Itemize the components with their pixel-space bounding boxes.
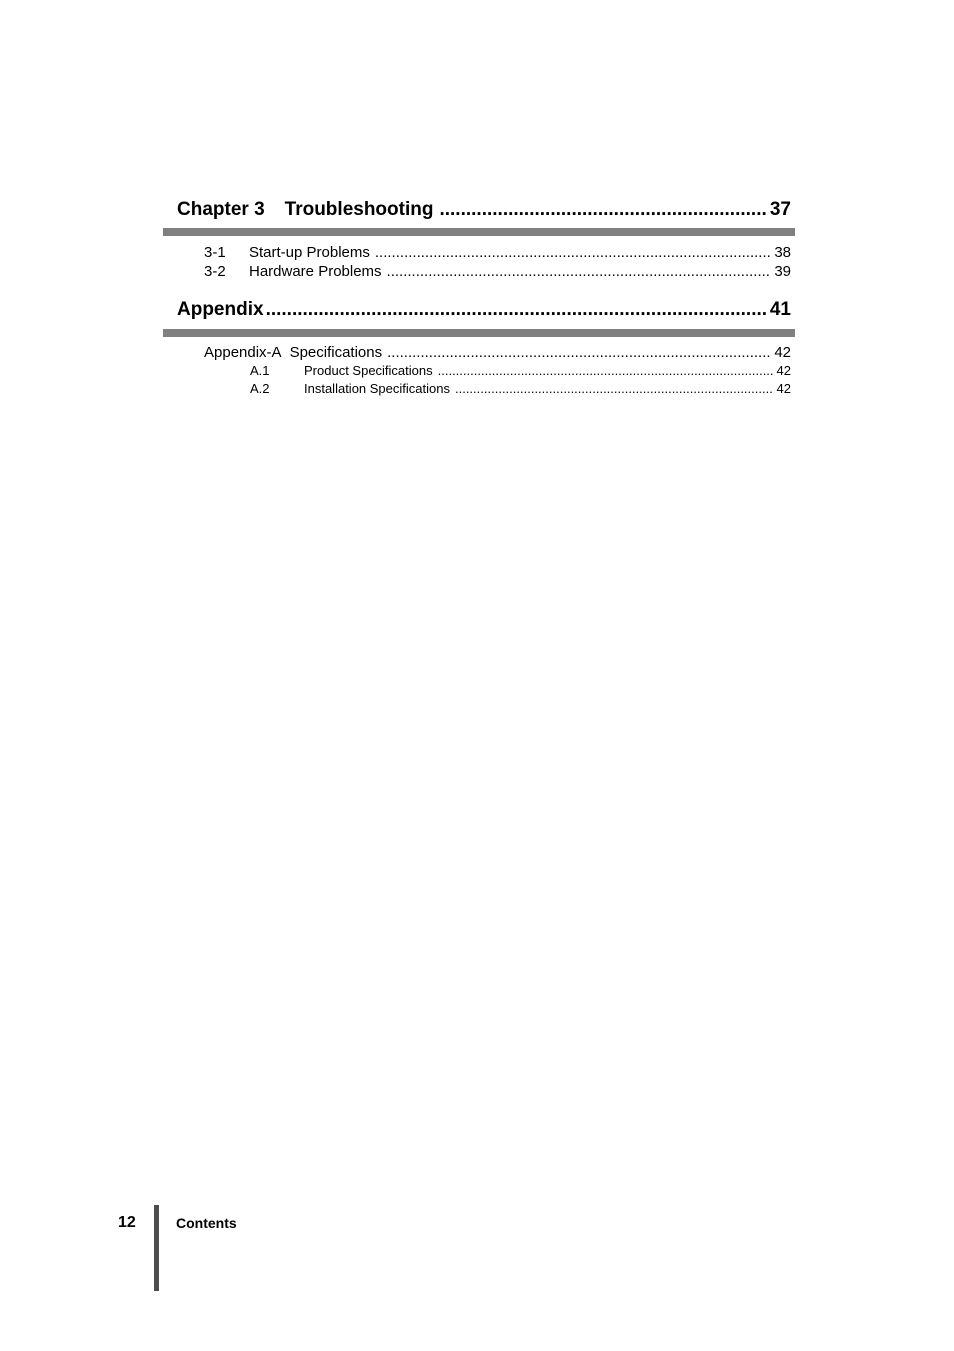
- section-page-number: 38: [774, 244, 791, 261]
- dot-leader: [439, 199, 765, 221]
- section-number: 3-2: [204, 263, 226, 280]
- dot-leader: [375, 244, 771, 261]
- chapter-prefix: Chapter 3: [177, 199, 265, 220]
- toc-section-3-1[interactable]: [204, 244, 791, 261]
- chapter-rule: [163, 329, 795, 337]
- dot-leader: [455, 381, 774, 396]
- footer-section-label: Contents: [176, 1215, 237, 1231]
- subsection-number: A.2: [250, 381, 270, 396]
- chapter-page-number: 37: [769, 199, 791, 220]
- section-title: Specifications: [289, 344, 383, 361]
- subsection-page-number: 42: [776, 363, 791, 378]
- subsection-title: Product Specifications: [304, 363, 433, 378]
- chapter-title: Appendix: [177, 299, 264, 320]
- chapter-title: Troubleshooting: [284, 199, 434, 220]
- dot-leader: [266, 299, 766, 321]
- footer-divider-bar: [154, 1205, 159, 1291]
- subsection-title: Installation Specifications: [304, 381, 450, 396]
- chapter-rule: [163, 228, 795, 236]
- section-number: 3-1: [204, 244, 226, 261]
- toc-section-3-2[interactable]: [204, 263, 791, 280]
- toc-subsection-a1[interactable]: [250, 363, 791, 378]
- subsection-page-number: 42: [776, 381, 791, 396]
- toc-chapter-3[interactable]: [177, 199, 791, 221]
- section-page-number: 39: [774, 263, 791, 280]
- section-page-number: 42: [774, 344, 791, 361]
- dot-leader: [438, 363, 774, 378]
- toc-section-appendix-a[interactable]: [204, 344, 791, 361]
- toc-subsection-a2[interactable]: [250, 381, 791, 396]
- toc-appendix[interactable]: [177, 299, 791, 321]
- dot-leader: [387, 344, 771, 361]
- chapter-page-number: 41: [769, 299, 791, 320]
- subsection-number: A.1: [250, 363, 270, 378]
- section-title: Hardware Problems: [249, 263, 382, 280]
- section-title: Start-up Problems: [249, 244, 370, 261]
- dot-leader: [387, 263, 772, 280]
- page-number: 12: [118, 1214, 136, 1231]
- section-number: Appendix-A: [204, 344, 282, 361]
